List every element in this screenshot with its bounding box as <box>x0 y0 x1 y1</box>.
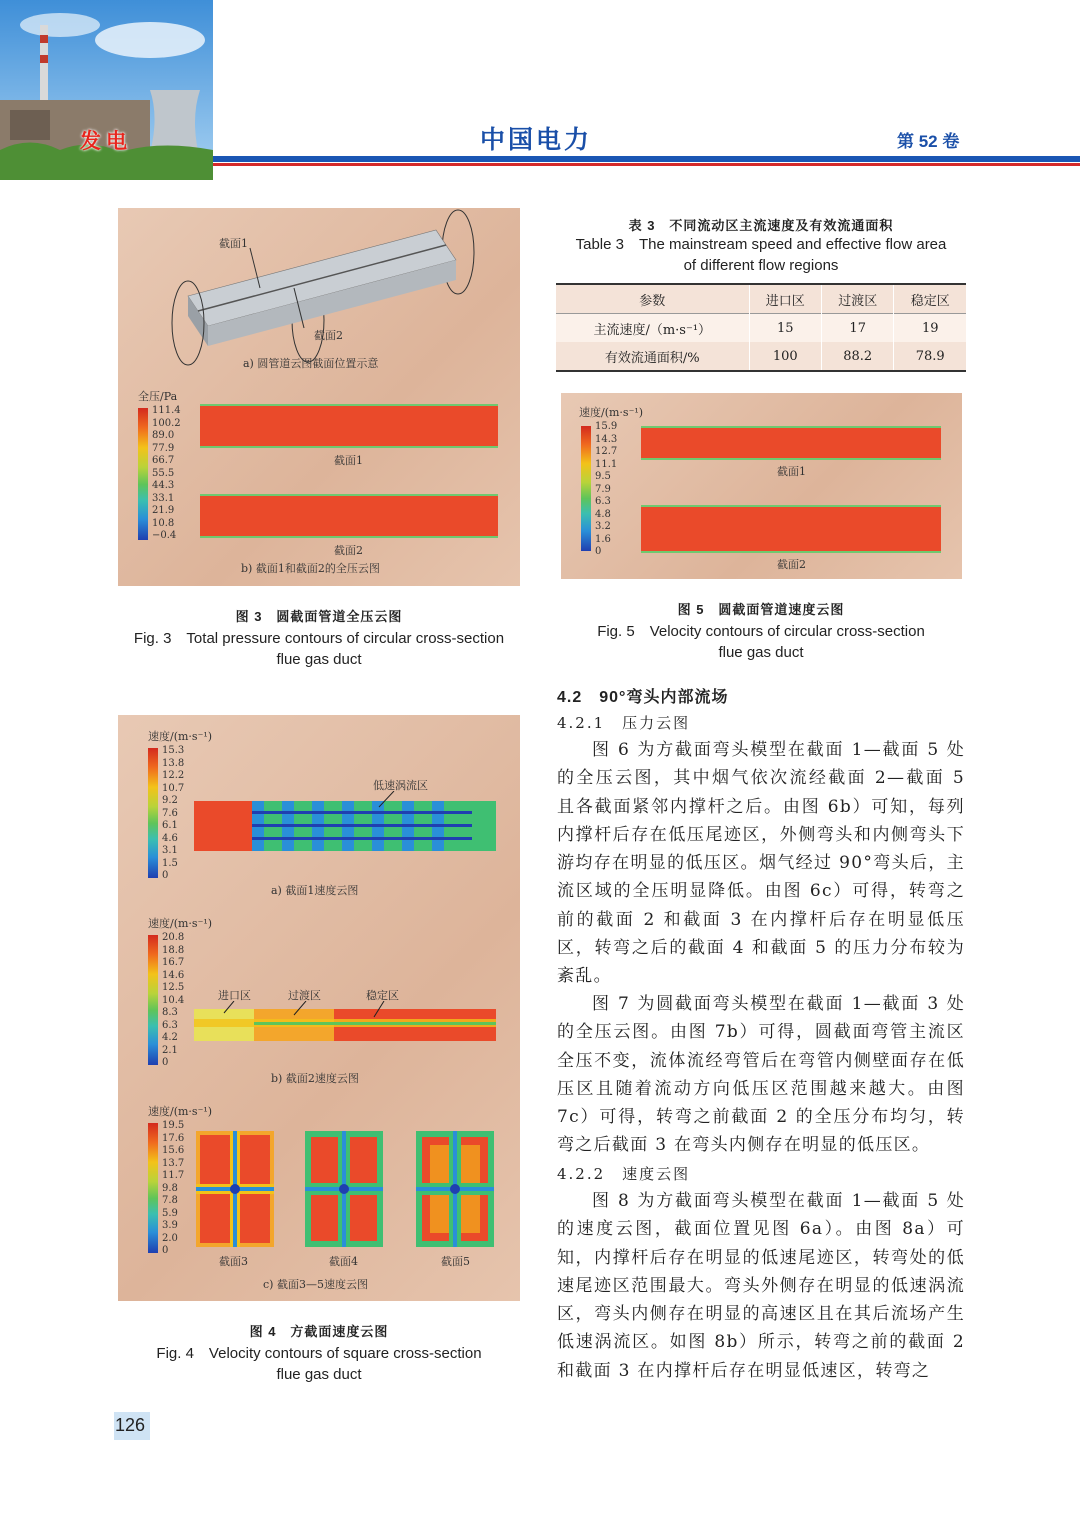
fig3b-caption: b) 截面1和截面2的全压云图 <box>241 562 380 575</box>
table3-header: 进口区 <box>749 285 821 314</box>
table3-cell: 有效流通面积/% <box>604 350 700 366</box>
header-rule-blue <box>213 156 1080 162</box>
table3-cell: 78.9 <box>894 342 966 370</box>
fig4-caption-en: Fig. 4 Velocity contours of square cross-section flue gas duct <box>156 1345 482 1383</box>
fig3b-label-section2: 截面2 <box>334 544 363 557</box>
fig4b-caption: b) 截面2速度云图 <box>271 1072 359 1085</box>
fig3b-contour-section1 <box>200 404 498 448</box>
fig5-ticks: 15.9 14.3 12.7 11.1 9.5 7.9 6.3 4.8 3.2 1.6 0 <box>595 421 618 557</box>
fig4c-contour-section5 <box>416 1131 494 1247</box>
fig4b-colorbar <box>148 935 158 1065</box>
table3-header: 过渡区 <box>821 285 894 314</box>
fig3b-ticks: 111.4 100.2 89.0 77.9 66.7 55.5 44.3 33.1 21.9 10.8 −0.4 <box>152 405 181 541</box>
fig5-caption-cn: 图 5 圆截面管道速度云图 <box>677 602 845 617</box>
fig4a-caption: a) 截面1速度云图 <box>271 884 359 897</box>
fig3a-label-section1: 截面1 <box>219 237 248 250</box>
fig4a-colorbar <box>148 748 158 878</box>
fig4-caption-cn: 图 4 方截面速度云图 <box>249 1324 389 1339</box>
fig4b-ticks: 20.8 18.8 16.7 14.6 12.5 10.4 8.3 6.3 4.2 2.1 0 <box>162 932 185 1068</box>
table3-cell: 17 <box>821 314 894 343</box>
table3-title-cn: 表 3 不同流动区主流速度及有效流通面积 <box>628 218 894 233</box>
fig3b-label-section1: 截面1 <box>334 454 363 467</box>
table-row <box>556 314 966 343</box>
fig5-label-section2: 截面2 <box>777 558 806 571</box>
table3-cell: 19 <box>894 314 966 343</box>
table3-header-row <box>556 285 966 314</box>
table3-cell: 15 <box>749 314 821 343</box>
fig4b-zone-inlet: 进口区 <box>218 989 251 1002</box>
fig3b-contour-section2 <box>200 494 498 538</box>
table3-header: 参数 <box>639 293 666 309</box>
fig4c-label-section4: 截面4 <box>329 1255 358 1268</box>
fig4c-contour-section4 <box>305 1131 383 1247</box>
fig4c-contour-section3 <box>196 1131 274 1247</box>
fig4c-caption: c) 截面3—5速度云图 <box>263 1278 368 1291</box>
heading-4-2-2: 4.2.2 速度云图 <box>557 1165 691 1183</box>
fig5-caption-en: Fig. 5 Velocity contours of circular cross-section flue gas duct <box>597 623 925 661</box>
table3-cell: 88.2 <box>821 342 894 370</box>
table3-cell: 100 <box>749 342 821 370</box>
heading-4-2: 4.2 90°弯头内部流场 <box>557 689 729 706</box>
table3-header: 稳定区 <box>894 285 966 314</box>
page-number: 126 <box>115 1415 146 1435</box>
fig5-label-section1: 截面1 <box>777 465 806 478</box>
header-volume: 第 52 卷 <box>897 132 960 151</box>
table3-cell: 主流速度/（m·s⁻¹） <box>593 322 712 338</box>
fig4c-unit: 速度/(m·s⁻¹) <box>148 1105 213 1118</box>
fig3a-caption: a) 圆管道云图截面位置示意 <box>243 357 379 370</box>
fig3-panel <box>118 208 520 586</box>
header-section-label: 发电 <box>80 130 132 153</box>
fig4c-colorbar <box>148 1123 158 1253</box>
fig4a-unit: 速度/(m·s⁻¹) <box>148 730 213 743</box>
fig3-caption-cn: 图 3 圆截面管道全压云图 <box>235 609 403 624</box>
fig4b-zone-stable: 稳定区 <box>366 989 399 1002</box>
fig5-colorbar <box>581 426 591 551</box>
fig4c-ticks: 19.5 17.6 15.6 13.7 11.7 9.8 7.8 5.9 3.9 2.0 0 <box>162 1120 185 1256</box>
fig3b-unit: 全压/Pa <box>138 390 178 403</box>
table-row <box>556 342 966 370</box>
fig4b-zone-transition: 过渡区 <box>288 989 321 1002</box>
fig4b-contour <box>194 1001 496 1043</box>
fig3-duct-illustration <box>118 208 520 378</box>
fig4-panel <box>118 715 520 1301</box>
fig4a-ticks: 15.3 13.8 12.2 10.7 9.2 7.6 6.1 4.6 3.1 1.5 0 <box>162 745 185 881</box>
fig5-contour-section1 <box>641 426 941 460</box>
paragraph-3: 图 8 为方截面弯头模型在截面 1—截面 5 处的速度云图，截面位置见图 6a）。由图 8a）可知，内撑杆后存在明显的低速尾迹区，转弯处的低速尾迹区范围最大。弯头外侧存在明显的低速涡流区，弯头内侧存在明显的高速区且在其后流场产生低速涡流区。如图 8b）所示，转弯之前的截面 2 和截面 3 在内撑杆后存在明显低速区，转弯之 <box>557 1191 965 1381</box>
paragraph-2: 图 7 为圆截面弯头模型在截面 1—截面 3 处的全压云图。由图 7b）可得，圆截面弯管主流区全压不变，流体流经弯管后在弯管内侧壁面存在低压区且随着流动方向低压区范围越来越大。由图 7c）可得，转弯之前截面 2 的全压分布均匀，转弯之后截面 3 在弯头内侧存在明显的低压区。 <box>557 994 965 1156</box>
fig3a-label-section2: 截面2 <box>314 329 343 342</box>
table3-title-en: Table 3 The mainstream speed and effective flow area of different flow regions <box>575 236 947 274</box>
fig3b-colorbar <box>138 408 148 540</box>
header-journal-title: 中国电力 <box>480 126 593 154</box>
fig4c-label-section5: 截面5 <box>441 1255 470 1268</box>
header-rule-red <box>213 163 1080 166</box>
heading-4-2-1: 4.2.1 压力云图 <box>557 714 691 732</box>
fig4a-annotation: 低速涡流区 <box>373 779 428 792</box>
paragraph-1: 图 6 为方截面弯头模型在截面 1—截面 5 处的全压云图，其中烟气依次流经截面 2—截面 5 且各截面紧邻内撑杆之后。由图 6b）可知，每列内撑杆后存在低压尾迹区，外侧弯头和内侧弯头下游均存在明显的低压区。烟气经过 90°弯头后，主流区域的全压明显降低。由图 6c）可得，转弯之前的截面 2 和截面 3 在内撑杆后存在明显低压区，转弯之后的截面 4 和截面 5 的压力分布较为紊乱。 <box>557 740 965 987</box>
fig5-contour-section2 <box>641 505 941 553</box>
fig5-panel <box>561 393 962 579</box>
fig3-caption-en: Fig. 3 Total pressure contours of circular cross-section flue gas duct <box>133 630 505 668</box>
fig4a-contour <box>194 791 496 855</box>
fig5-unit: 速度/(m·s⁻¹) <box>579 406 644 419</box>
fig4b-unit: 速度/(m·s⁻¹) <box>148 917 213 930</box>
table3 <box>556 283 966 372</box>
fig4c-label-section3: 截面3 <box>219 1255 248 1268</box>
